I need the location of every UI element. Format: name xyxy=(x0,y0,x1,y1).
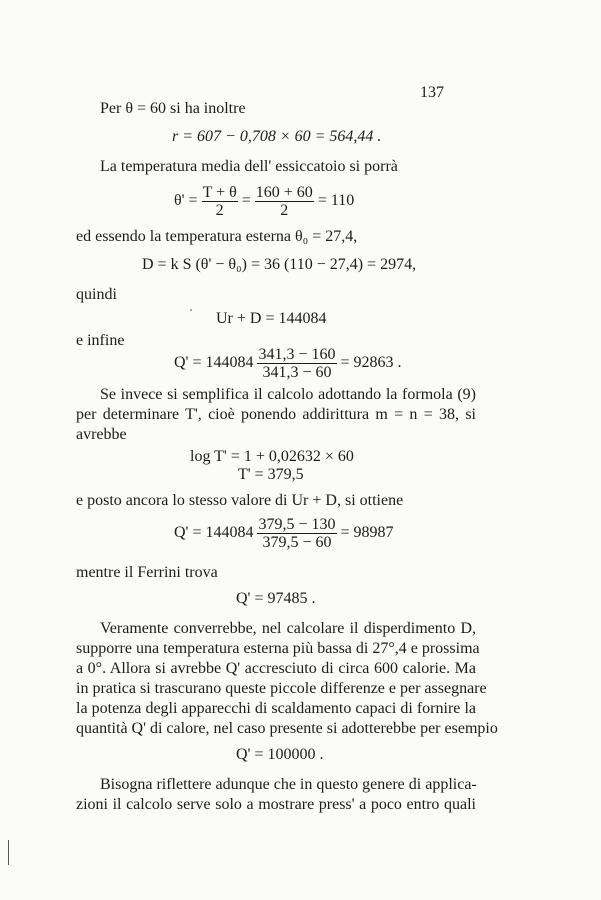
formula-q-first xyxy=(174,346,402,381)
text-line: a 0°. Allora si avrebbe Q' accresciuto di circa 600 calorie. Ma xyxy=(76,660,476,677)
formula-rhs: = 110 xyxy=(317,192,355,210)
formula-q-second xyxy=(174,516,394,551)
text-line: quindi xyxy=(76,286,117,303)
speck xyxy=(190,309,192,311)
formula-rhs: = 98987 xyxy=(340,524,394,542)
text-line: Veramente converrebbe, nel calcolare il disperdimento D, xyxy=(100,620,476,637)
text-line: mentre il Ferrini trova xyxy=(76,564,218,581)
text-line: Bisogna riflettere adunque che in questo genere di applica- xyxy=(100,776,477,793)
text-line: e posto ancora lo stesso valore di Ur + D, si ottiene xyxy=(76,492,404,509)
formula-lhs: Q' = 144084 xyxy=(174,354,254,372)
text-line: per determinare T', cioè ponendo addirittura m = n = 38, si xyxy=(76,406,476,423)
fraction xyxy=(257,346,336,381)
formula-lhs: θ' = xyxy=(174,192,198,210)
fraction-denominator: 341,3 − 60 xyxy=(262,364,332,381)
text-line: Per θ = 60 si ha inoltre xyxy=(100,100,246,117)
fraction xyxy=(255,184,314,219)
fraction-numerator: T + θ xyxy=(202,184,237,201)
formula-equals: = xyxy=(241,192,251,210)
text-line: e infine xyxy=(76,332,125,349)
formula-t: T' = 379,5 xyxy=(238,466,304,483)
formula-d: D = k S (θ' − θ₀) = 36 (110 − 27,4) = 2974, xyxy=(142,256,417,273)
text-line: supporre una temperatura esterna più bassa di 27°,4 e prossima xyxy=(76,640,480,657)
formula-lhs: Q' = 144084 xyxy=(174,524,254,542)
text-line: ed essendo la temperatura esterna θ₀ = 27,4, xyxy=(76,228,358,245)
text-line: La temperatura media dell' essiccatoio si porrà xyxy=(100,158,398,175)
fraction-numerator: 379,5 − 130 xyxy=(258,516,336,533)
text-line: avrebbe xyxy=(76,426,127,443)
fraction-denominator: 2 xyxy=(215,202,224,219)
formula-theta-prime xyxy=(174,184,354,219)
formula-q-ferrini: Q' = 97485 . xyxy=(236,590,316,607)
formula-rhs: = 92863 . xyxy=(340,354,402,372)
formula-q-final: Q' = 100000 . xyxy=(236,746,324,763)
text-line: Se invece si semplifica il calcolo adottando la formola (9) xyxy=(100,386,476,403)
text-line: in pratica si trascurano queste piccole differenze e per assegnare xyxy=(76,680,487,697)
fraction-denominator: 2 xyxy=(280,202,289,219)
text-line: la potenza degli apparecchi di scaldamento capaci di fornire la xyxy=(76,700,476,717)
page-edge-mark xyxy=(8,840,9,865)
fraction xyxy=(202,184,238,219)
text-line: quantità Q' di calore, nel caso presente si adotterebbe per esempio xyxy=(76,720,498,737)
fraction-numerator: 160 + 60 xyxy=(255,184,313,201)
formula-r: r = 607 − 0,708 × 60 = 564,44 . xyxy=(172,128,382,145)
page-number: 137 xyxy=(420,84,444,101)
fraction-denominator: 379,5 − 60 xyxy=(262,534,332,551)
fraction-numerator: 341,3 − 160 xyxy=(258,346,336,363)
fraction xyxy=(257,516,336,551)
formula-ur-d: Ur + D = 144084 xyxy=(216,310,327,327)
text-line: zioni il calcolo serve solo a mostrare press' a poco entro quali xyxy=(76,796,476,813)
formula-log-t: log T' = 1 + 0,02632 × 60 xyxy=(190,448,354,465)
